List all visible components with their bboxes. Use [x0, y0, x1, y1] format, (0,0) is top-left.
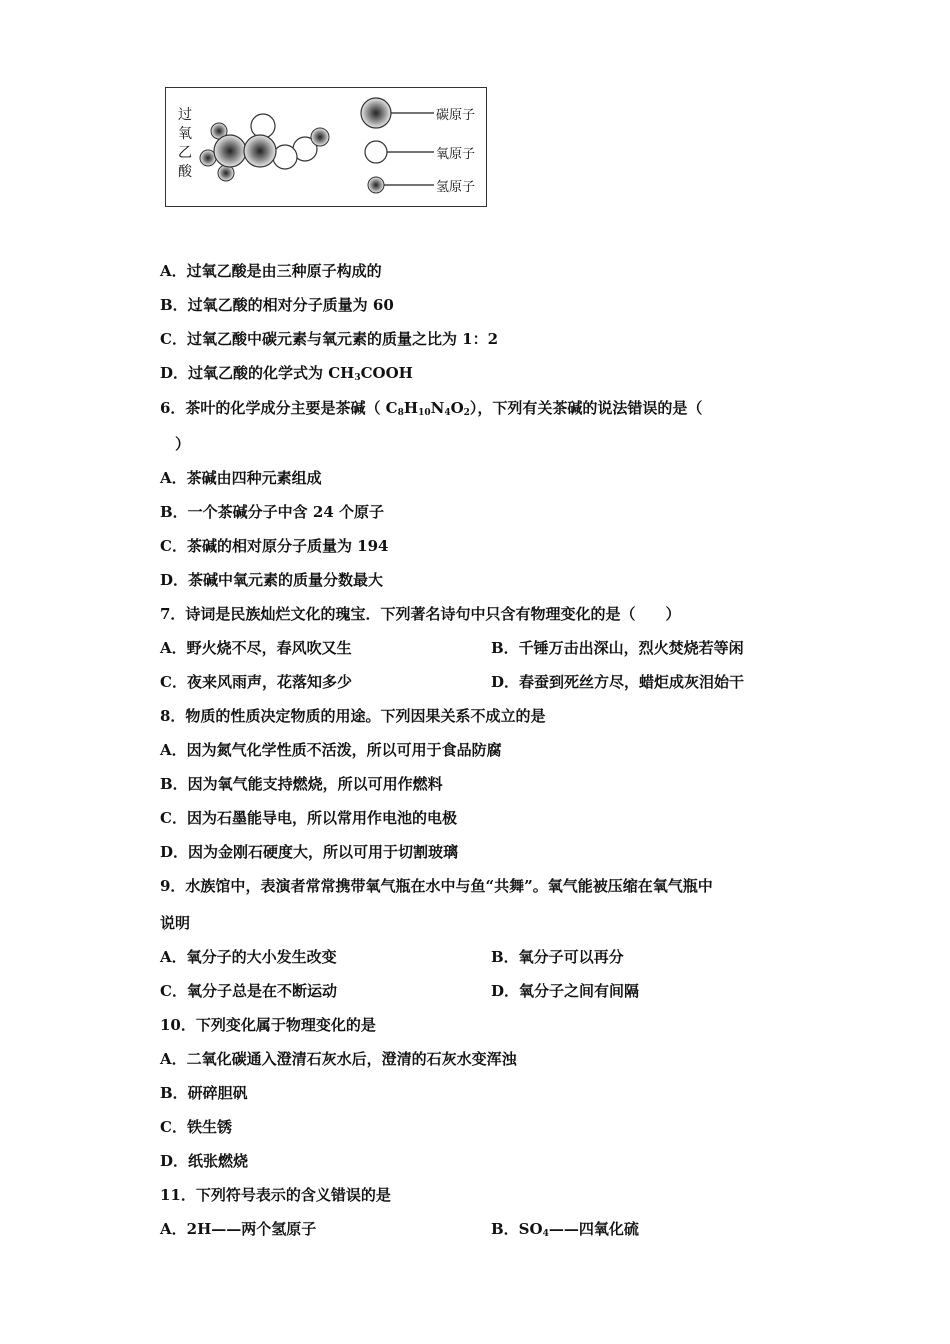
q6-stem-suffix: ），下列有关茶碱的说法错误的是（ — [469, 399, 703, 417]
q7-stem: 7．诗词是民族灿烂文化的瑰宝．下列著名诗句中只含有物理变化的是（ ） — [160, 605, 681, 623]
q10-option-b: B．研碎胆矾 — [160, 1084, 248, 1102]
oxygen-atom — [251, 114, 275, 138]
molecule-name-char: 乙 — [178, 145, 192, 161]
molecule-name-char: 氧 — [178, 126, 192, 142]
q6-option-d: D．茶碱中氧元素的质量分数最大 — [160, 571, 384, 589]
molecule-name-char: 酸 — [178, 164, 192, 180]
q9-stem-continued: 说明 — [160, 914, 191, 932]
legend-hydrogen-label: 氢原子 — [436, 180, 476, 195]
q5-option-a: A．过氧乙酸是由三种原子构成的 — [160, 262, 382, 280]
q7-option-b: B．千锤万击出深山，烈火焚烧若等闲 — [491, 639, 744, 657]
q6-stem — [160, 398, 702, 423]
formula-sub: 2 — [463, 408, 470, 418]
q9-option-c: C．氧分子总是在不断运动 — [160, 982, 337, 1000]
q7-option-d: D．春蚕到死丝方尽，蜡炬成灰泪始干 — [491, 673, 745, 691]
q6-option-b: B．一个茶碱分子中含 24 个原子 — [160, 503, 384, 521]
q9-option-b: B．氧分子可以再分 — [491, 948, 624, 966]
formula-element: O — [450, 399, 464, 417]
oxygen-atom — [273, 145, 297, 169]
q5-option-d — [160, 363, 413, 388]
legend-oxygen-label: 氧原子 — [436, 147, 476, 162]
legend-carbon-label: 碳原子 — [436, 108, 476, 123]
q6-option-a: A．茶碱由四种元素组成 — [160, 469, 322, 487]
formula-element: H — [403, 399, 419, 417]
q9-stem: 9．水族馆中，表演者常常携带氧气瓶在水中与鱼“共舞”。氧气能被压缩在氧气瓶中 — [160, 877, 713, 895]
formula-sub: 4 — [542, 1229, 549, 1239]
molecule-name-vertical — [178, 106, 196, 182]
q6-stem-close: ） — [175, 435, 191, 453]
q7-option-c: C．夜来风雨声，花落知多少 — [160, 673, 352, 691]
formula-element: N — [430, 399, 445, 417]
q11-option-b-suffix: ——四氧化硫 — [548, 1220, 639, 1238]
q9-option-a: A．氧分子的大小发生改变 — [160, 948, 337, 966]
legend-carbon-symbol — [361, 98, 391, 128]
q8-option-b: B．因为氧气能支持燃烧，所以可用作燃料 — [160, 775, 443, 793]
formula-sub: 4 — [444, 408, 451, 418]
carbon-atom — [214, 135, 246, 167]
q10-option-d: D．纸张燃烧 — [160, 1152, 249, 1170]
q8-stem: 8．物质的性质决定物质的用途。下列因果关系不成立的是 — [160, 707, 546, 725]
formula-sub: 10 — [418, 408, 431, 418]
q5-option-d-text: D．过氧乙酸的化学式为 CH — [160, 364, 355, 382]
legend-oxygen-symbol — [365, 141, 387, 163]
q9-option-d: D．氧分子之间有间隔 — [491, 982, 640, 1000]
q11-option-b — [491, 1219, 639, 1244]
q8-option-d: D．因为金刚石硬度大，所以可用于切割玻璃 — [160, 843, 459, 861]
q8-option-a: A．因为氮气化学性质不活泼，所以可用于食品防腐 — [160, 741, 502, 759]
hydrogen-atom — [311, 128, 329, 146]
q5-option-d-sub: 3 — [354, 373, 361, 383]
q10-stem: 10．下列变化属于物理变化的是 — [160, 1016, 376, 1034]
peracetic-acid-molecule-figure — [165, 87, 487, 207]
q7-option-a: A．野火烧不尽，春风吹又生 — [160, 639, 352, 657]
formula-sub: 8 — [397, 408, 404, 418]
q5-option-d-suffix: COOH — [360, 364, 413, 382]
q10-option-a: A．二氧化碳通入澄清石灰水后，澄清的石灰水变浑浊 — [160, 1050, 517, 1068]
q10-option-c: C．铁生锈 — [160, 1118, 232, 1136]
molecule-name-char: 过 — [178, 107, 192, 123]
q5-option-b: B．过氧乙酸的相对分子质量为 60 — [160, 296, 394, 314]
carbon-atom — [244, 135, 276, 167]
legend-hydrogen-symbol — [368, 177, 384, 193]
q8-option-c: C．因为石墨能导电，所以常用作电池的电极 — [160, 809, 457, 827]
q11-option-b-text: B．SO — [491, 1220, 543, 1238]
q11-stem: 11．下列符号表示的含义错误的是 — [160, 1186, 391, 1204]
q6-option-c: C．茶碱的相对原分子质量为 194 — [160, 537, 389, 555]
q5-option-c: C．过氧乙酸中碳元素与氧元素的质量之比为 1：2 — [160, 330, 499, 348]
q6-stem-text: 6．茶叶的化学成分主要是茶碱（ C — [160, 399, 398, 417]
q11-option-a: A．2H——两个氢原子 — [160, 1220, 317, 1238]
